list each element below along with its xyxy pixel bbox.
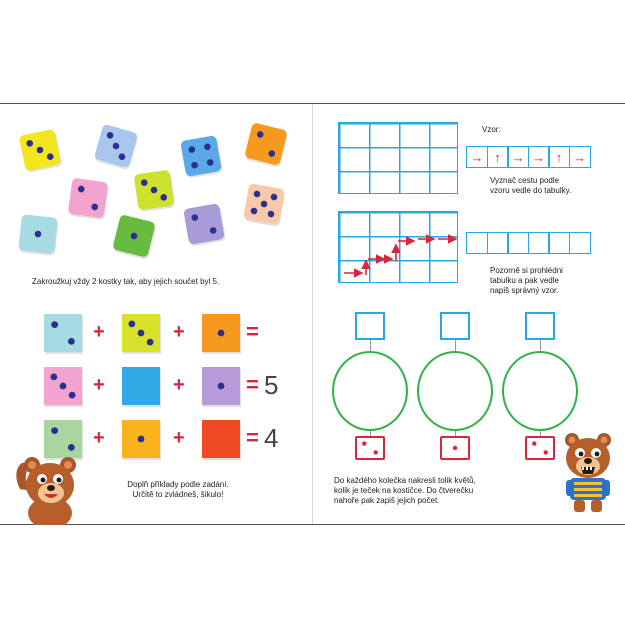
count-box[interactable] (525, 312, 555, 340)
plus-sign: + (93, 374, 105, 396)
pips (68, 178, 109, 219)
pips (122, 367, 160, 405)
die-pip (51, 321, 58, 328)
vzor-label: Vzor: (482, 125, 501, 134)
die[interactable] (94, 124, 139, 169)
die[interactable] (243, 183, 285, 225)
equation-tile (122, 420, 160, 458)
die-pip (68, 338, 75, 345)
die[interactable] (134, 170, 175, 211)
pattern-arrow-right-icon: → (569, 146, 591, 168)
equals-sign: = (246, 372, 259, 397)
die-pip (256, 130, 264, 138)
die[interactable] (244, 122, 288, 166)
pips (202, 314, 240, 352)
equation-tile[interactable] (122, 367, 160, 405)
equation-tile (202, 314, 240, 352)
answer-cell[interactable] (569, 232, 591, 254)
die-pip (218, 383, 225, 390)
die-pip (78, 185, 85, 192)
pips (183, 203, 225, 245)
path-grid[interactable] (338, 122, 458, 194)
pips (527, 438, 553, 458)
die[interactable] (19, 129, 62, 172)
die-pip (138, 436, 145, 443)
pips (94, 124, 139, 169)
equation-tile[interactable] (202, 420, 240, 458)
die[interactable] (18, 214, 58, 254)
pips (44, 314, 82, 352)
plus-sign: + (173, 427, 185, 449)
workbook-spread (0, 103, 625, 525)
die-pip (532, 441, 536, 445)
plus-sign: + (93, 321, 105, 343)
flower-circle[interactable] (417, 351, 493, 431)
pips (202, 367, 240, 405)
pips (180, 135, 222, 177)
die-pip (147, 339, 154, 346)
answer-cell[interactable] (487, 232, 509, 254)
die-pip (267, 210, 275, 218)
die-pip (374, 450, 378, 454)
answer-pattern-strip[interactable] (466, 232, 591, 254)
die-pip (218, 330, 225, 337)
die-pip (118, 153, 126, 161)
die[interactable] (183, 203, 225, 245)
die-pip (34, 230, 41, 237)
answer-cell[interactable] (466, 232, 488, 254)
equation-tile (44, 314, 82, 352)
die-pip (453, 446, 457, 450)
die-pip (141, 179, 148, 186)
instruction-draw-flowers: Do každého kolečka nakresli tolik květů, kolik je teček na kostičce. Do čtverečku nahoře pak zapiš jejich počet. (334, 476, 476, 505)
red-die (355, 436, 385, 460)
pips (442, 438, 468, 458)
die-pip (209, 227, 217, 235)
die-pip (191, 161, 199, 169)
die[interactable] (180, 135, 222, 177)
die-pip (112, 142, 120, 150)
die-pip (106, 131, 114, 139)
equals-sign: = (246, 425, 259, 450)
pattern-arrow-up-icon: ↑ (548, 146, 570, 168)
die-pip (69, 392, 76, 399)
pips (202, 420, 240, 458)
red-die (525, 436, 555, 460)
die-pip (91, 203, 98, 210)
die[interactable] (112, 214, 156, 258)
equation-result: 4 (264, 423, 279, 453)
instruction-write-pattern: Pozorně si prohlédni tabulku a pak vedle napiš správný vzor. (490, 266, 563, 295)
plus-sign: + (93, 427, 105, 449)
die-pip (36, 146, 44, 154)
pips (357, 438, 383, 458)
count-box[interactable] (355, 312, 385, 340)
die-pip (138, 330, 145, 337)
die-pip (362, 441, 366, 445)
pips (134, 170, 175, 211)
die-pip (191, 214, 199, 222)
die-pip (253, 190, 261, 198)
equation-tile (122, 314, 160, 352)
bear-mascot-standing (560, 430, 620, 516)
pips (243, 183, 285, 225)
pips (44, 367, 82, 405)
die-pip (206, 159, 214, 167)
pattern-arrow-right-icon: → (466, 146, 488, 168)
die-pip (26, 139, 34, 147)
die-pip (160, 194, 167, 201)
die-pip (46, 153, 54, 161)
die-pip (250, 207, 258, 215)
pips (122, 420, 160, 458)
instruction-sum-five: Zakroužkuj vždy 2 kostky tak, aby jejich součet byl 5. (32, 277, 220, 286)
die-pip (51, 427, 58, 434)
equation-tile (44, 367, 82, 405)
answer-cell[interactable] (548, 232, 570, 254)
die-pip (270, 193, 278, 201)
flower-circle[interactable] (332, 351, 408, 431)
pips (244, 122, 288, 166)
die-pip (50, 373, 57, 380)
equation-result: 5 (264, 370, 279, 400)
pips (122, 314, 160, 352)
equation-tile (202, 367, 240, 405)
count-box[interactable] (440, 312, 470, 340)
instruction-fill-equations: Doplň příklady podle zadání. Určitě to zvládneš, šikulo! (127, 480, 229, 499)
die-pip (60, 383, 67, 390)
pips (112, 214, 156, 258)
pips (18, 214, 58, 254)
red-die (440, 436, 470, 460)
plus-sign: + (173, 321, 185, 343)
die-pip (128, 320, 135, 327)
bear-mascot-waving (14, 449, 84, 525)
die-pip (150, 186, 157, 193)
pattern-arrow-right-icon: → (507, 146, 529, 168)
equals-sign: = (246, 319, 259, 344)
die[interactable] (68, 178, 109, 219)
answer-cell[interactable] (528, 232, 550, 254)
die-pip (544, 450, 548, 454)
die-pip (130, 232, 138, 240)
flower-circle[interactable] (502, 351, 578, 431)
pattern-arrow-right-icon: → (528, 146, 550, 168)
answer-cell[interactable] (507, 232, 529, 254)
red-path-arrows (338, 211, 462, 283)
plus-sign: + (173, 374, 185, 396)
pips (19, 129, 62, 172)
die-pip (260, 200, 268, 208)
die-pip (204, 143, 212, 151)
pattern-strip (466, 146, 591, 168)
instruction-mark-path: Vyznač cestu podle vzoru vedle do tabulky. (490, 176, 572, 195)
page-fold (312, 104, 313, 524)
die-pip (268, 150, 276, 158)
pattern-arrow-up-icon: ↑ (487, 146, 509, 168)
die-pip (188, 146, 196, 154)
